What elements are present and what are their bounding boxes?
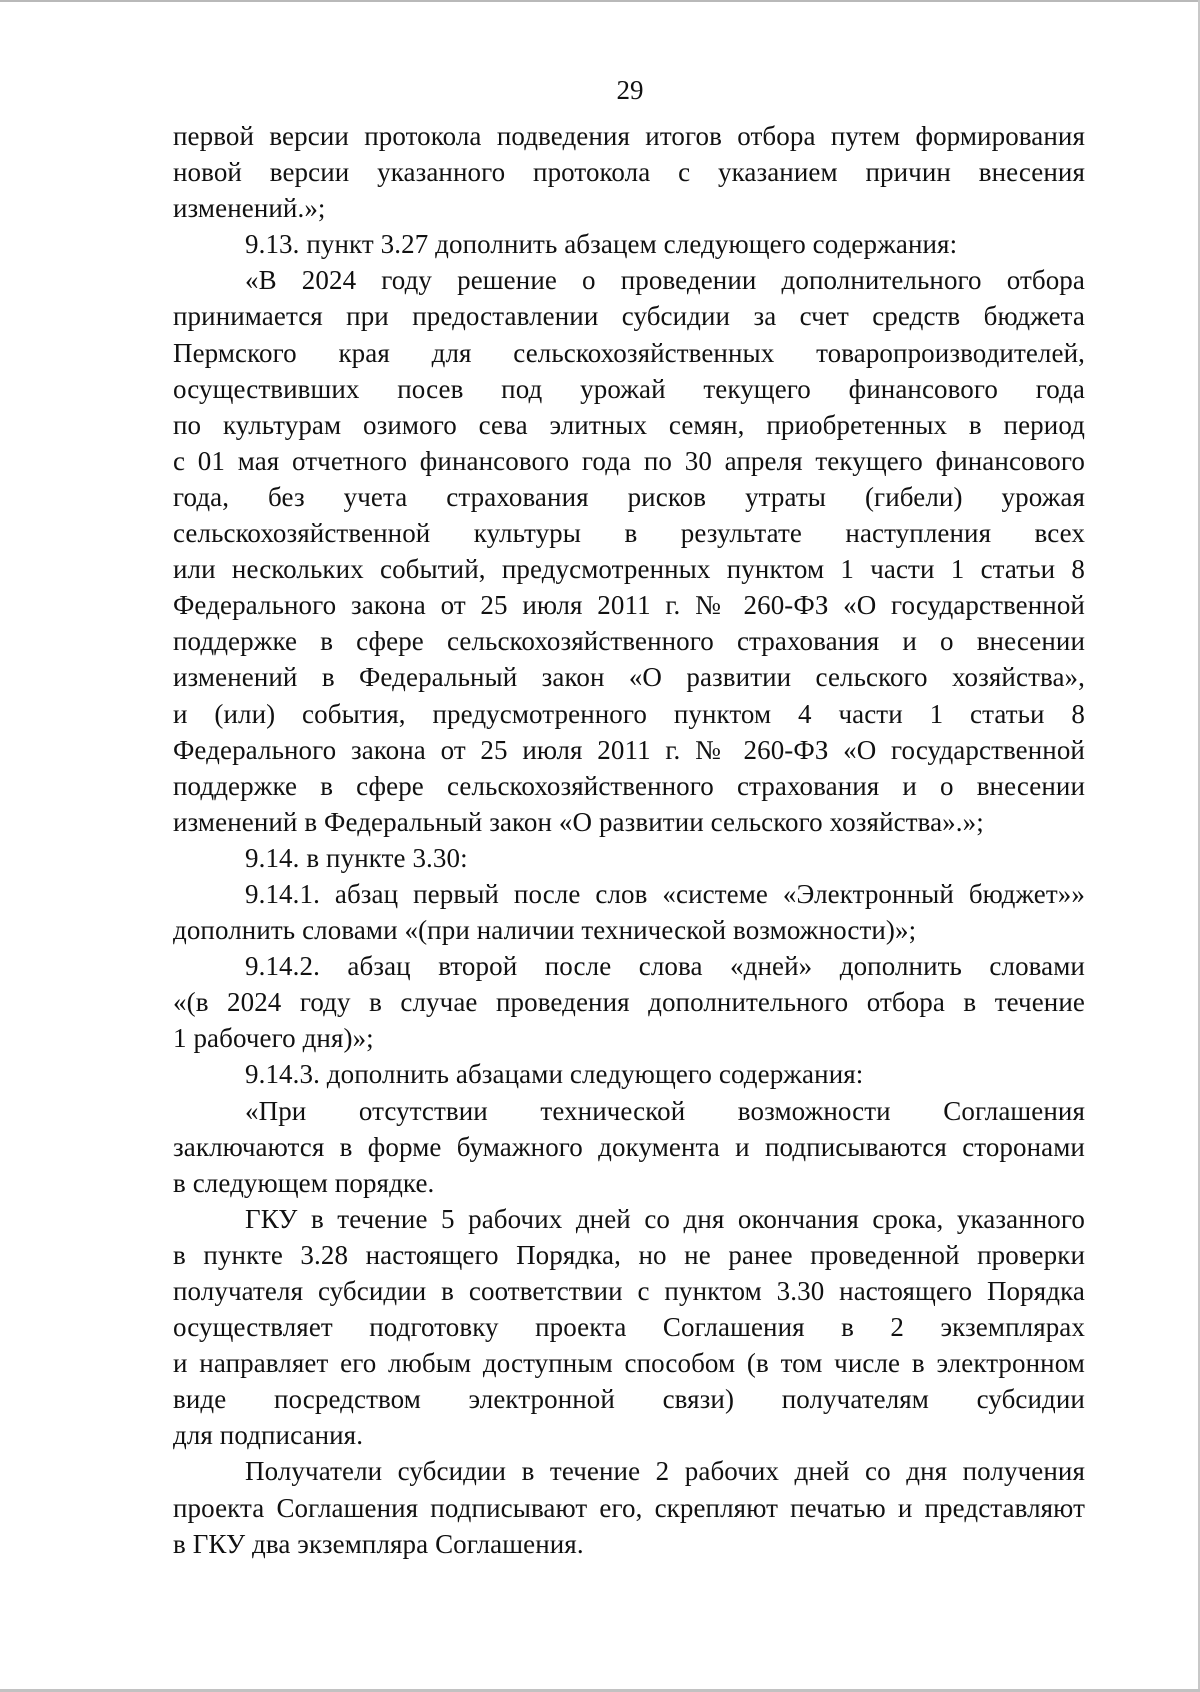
scan-edge-top	[0, 0, 1200, 2]
text-line: «(в 2024 году в случае проведения дополнительного отбора в течение	[173, 987, 1085, 1018]
text-line: проекта Соглашения подписывают его, скрепляют печатью и представляют	[173, 1492, 1085, 1523]
text-line: для подписания.	[173, 1420, 364, 1451]
text-line: осуществляет подготовку проекта Соглашения в 2 экземплярах	[173, 1312, 1085, 1343]
paragraph	[173, 1093, 1085, 1201]
text-line: года, без учета страхования рисков утраты (гибели) урожая	[173, 481, 1085, 512]
text-line: изменений в Федеральный закон «О развитии сельского хозяйства»,	[173, 662, 1085, 693]
paragraph	[173, 262, 1085, 840]
text-line: «При отсутствии технической возможности Соглашения	[245, 1095, 1085, 1126]
paragraph	[173, 1453, 1085, 1561]
paragraph	[173, 1056, 1085, 1092]
text-line: заключаются в форме бумажного документа и подписываются сторонами	[173, 1131, 1085, 1162]
text-line: дополнить словами «(при наличии технической возможности)»;	[173, 915, 917, 946]
page-number: 29	[616, 75, 644, 105]
paragraph	[173, 226, 1085, 262]
text-line: поддержке в сфере сельскохозяйственного страхования и о внесении	[173, 770, 1085, 801]
text-line: получателя субсидии в соответствии с пунктом 3.30 настоящего Порядка	[173, 1276, 1085, 1306]
text-line: Пермского края для сельскохозяйственных товаропроизводителей,	[173, 337, 1085, 368]
paragraph	[173, 1201, 1085, 1454]
text-line: Получатели субсидии в течение 2 рабочих дней со дня получения	[245, 1456, 1085, 1487]
paragraph	[173, 118, 1085, 226]
text-line: «В 2024 году решение о проведении дополнительного отбора	[245, 265, 1085, 296]
text-line: и (или) события, предусмотренного пунктом 4 части 1 статьи 8	[173, 698, 1085, 729]
text-line: 9.14. в пункте 3.30:	[245, 842, 468, 873]
text-line: первой версии протокола подведения итогов отбора путем формирования	[173, 121, 1085, 151]
text-line: 9.14.3. дополнить абзацами следующего содержания:	[245, 1059, 864, 1090]
text-line: в пункте 3.28 настоящего Порядка, но не ранее проведенной проверки	[173, 1239, 1085, 1270]
text-line: поддержке в сфере сельскохозяйственного страхования и о внесении	[173, 626, 1085, 657]
text-line: сельскохозяйственной культуры в результате наступления всех	[173, 518, 1085, 549]
text-line: принимается при предоставлении субсидии за счет средств бюджета	[173, 301, 1085, 332]
text-line: 1 рабочего дня)»;	[173, 1023, 374, 1054]
text-line: осуществивших посев под урожай текущего финансового года	[173, 373, 1085, 404]
document-body	[173, 118, 1085, 1562]
paragraph	[173, 948, 1085, 1056]
text-line: новой версии указанного протокола с указанием причин внесения	[173, 157, 1085, 188]
text-line: 9.13. пункт 3.27 дополнить абзацем следующего содержания:	[245, 229, 958, 260]
text-line: и направляет его любым доступным способом (в том числе в электронном	[173, 1348, 1085, 1379]
text-line: 9.14.1. абзац первый после слов «системе «Электронный бюджет»»	[245, 878, 1085, 909]
text-line: в следующем порядке.	[173, 1167, 435, 1198]
paragraph	[173, 876, 1085, 948]
text-line: в ГКУ два экземпляра Соглашения.	[173, 1528, 584, 1559]
text-line: Федерального закона от 25 июля 2011 г. № 260-ФЗ «О государственной	[173, 590, 1085, 621]
text-line: по культурам озимого сева элитных семян, приобретенных в период	[173, 409, 1085, 440]
text-line: изменений.»;	[173, 193, 326, 224]
text-line: с 01 мая отчетного финансового года по 30 апреля текущего финансового	[173, 445, 1085, 476]
text-line: 9.14.2. абзац второй после слова «дней» дополнить словами	[245, 951, 1085, 982]
text-line: Федерального закона от 25 июля 2011 г. № 260-ФЗ «О государственной	[173, 734, 1085, 765]
text-line: или нескольких событий, предусмотренных пунктом 1 части 1 статьи 8	[173, 554, 1085, 585]
paragraph	[173, 840, 1085, 876]
text-line: виде посредством электронной связи) получателям субсидии	[173, 1384, 1085, 1415]
text-line: изменений в Федеральный закон «О развитии сельского хозяйства».»;	[173, 806, 984, 837]
text-line: ГКУ в течение 5 рабочих дней со дня окончания срока, указанного	[245, 1203, 1085, 1234]
